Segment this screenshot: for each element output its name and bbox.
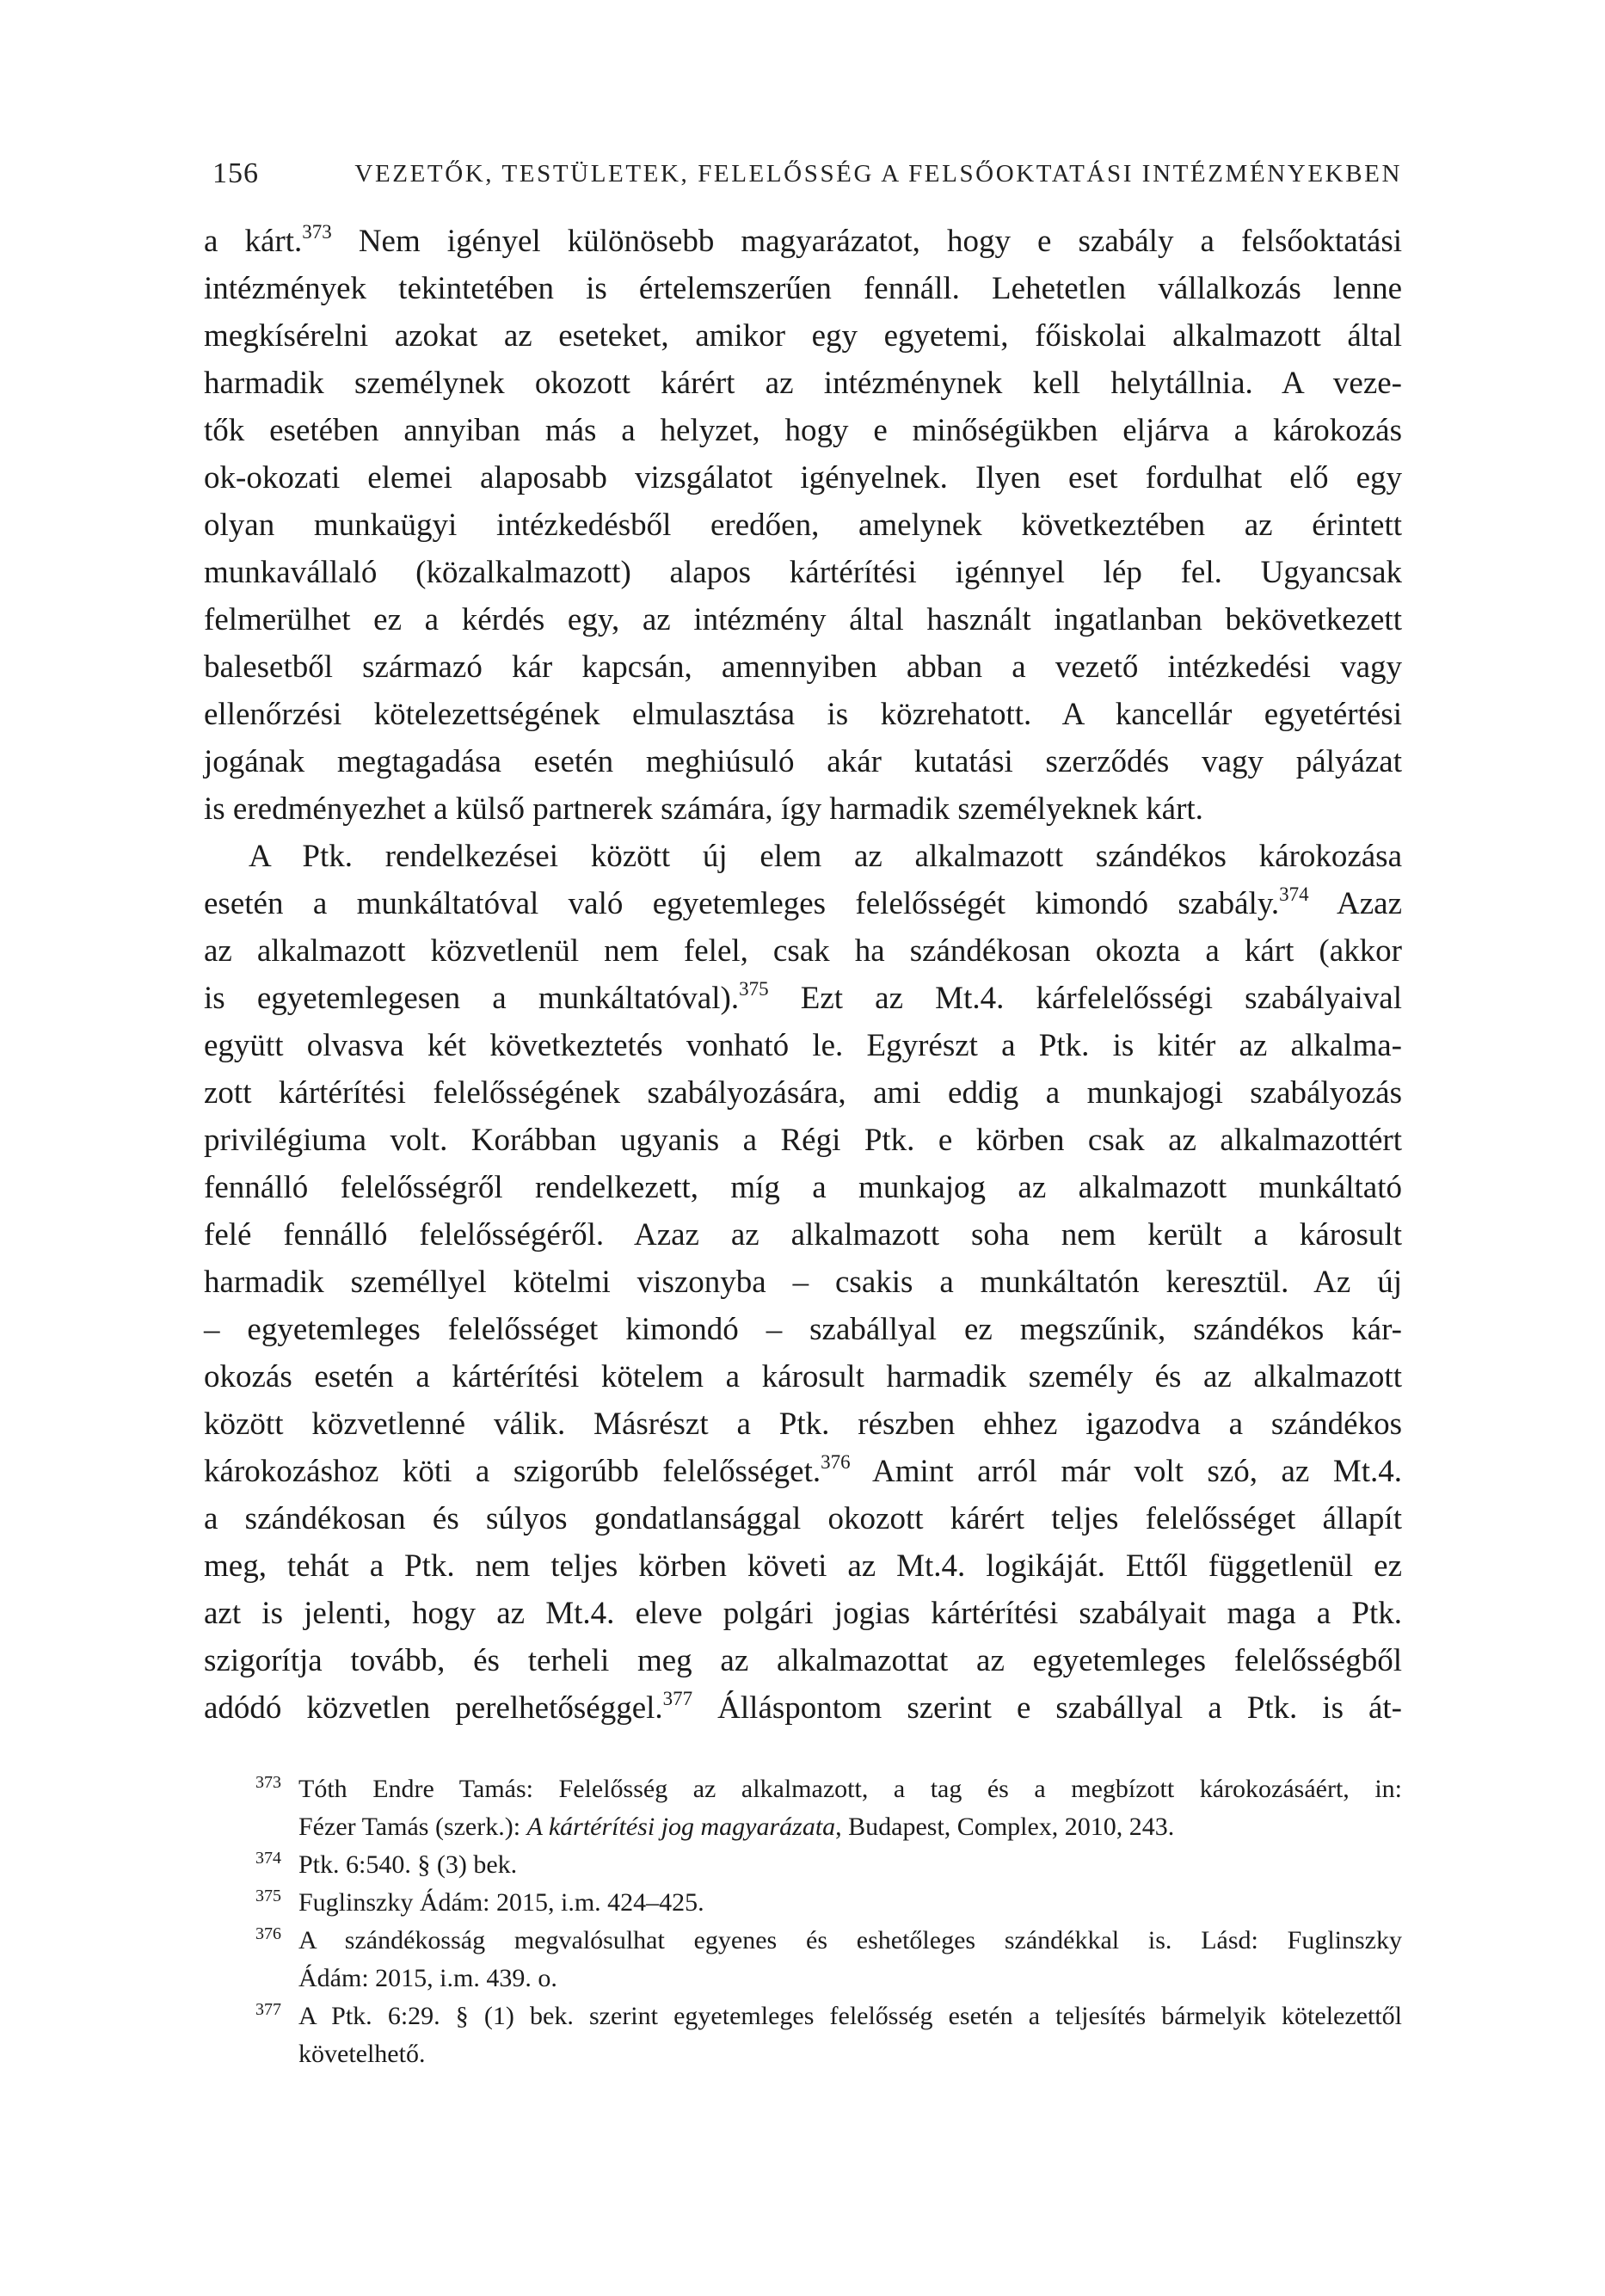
body-line	[204, 880, 1402, 927]
body-line	[204, 1400, 1402, 1448]
footnote	[204, 1997, 1402, 2073]
text-segment: adódó közvetlen perelhetőséggel.	[204, 1690, 663, 1726]
footnote	[204, 1922, 1402, 1997]
body-line	[204, 407, 1402, 454]
body-line	[204, 975, 1402, 1022]
body-line	[204, 1022, 1402, 1069]
body-line	[204, 549, 1402, 596]
text-segment: esetén a munkáltatóval való egyetemleges felelősségét kimondó szabály.	[204, 886, 1280, 921]
body-line	[204, 1684, 1402, 1732]
text-segment: ok-okozati elemei alaposabb vizsgálatot igényelnek. Ilyen eset fordulhat elő egy	[204, 460, 1402, 496]
text-segment: privilégiuma volt. Korábban ugyanis a Régi Ptk. e körben csak az alkalmazottért	[204, 1123, 1402, 1158]
body-line	[204, 643, 1402, 691]
italic-title: A kártérítési jog magyarázata	[526, 1813, 836, 1841]
body-line	[204, 1542, 1402, 1590]
text-segment: azt is jelenti, hogy az Mt.4. eleve polgári jogias kártérítési szabályait maga a Ptk.	[204, 1596, 1402, 1631]
footnote-ref: 373	[302, 221, 332, 243]
footnote-line	[298, 1997, 1402, 2035]
text-segment: az alkalmazott közvetlenül nem felel, csak ha szándékosan okozta a kárt (akkor	[204, 933, 1402, 969]
text-segment: harmadik személlyel kötelmi viszonyba – csakis a munkáltatón keresztül. Az új	[204, 1265, 1402, 1300]
footnotes-section	[204, 1770, 1402, 2073]
text-segment: Ptk. 6:540. § (3) bek.	[298, 1850, 518, 1879]
text-segment: jogának megtagadása esetén meghiúsuló akár kutatási szerződés vagy pályázat	[204, 744, 1402, 779]
text-segment: a kárt.	[204, 224, 303, 259]
text-segment: Nem igényel különösebb magyarázatot, hogy e szabály a felsőoktatási	[331, 224, 1403, 259]
text-segment: ellenőrzési kötelezettségének elmulasztása is közrehatott. A kancellár egyetértési	[204, 697, 1402, 732]
footnote-ref: 377	[662, 1688, 693, 1709]
page-number: 156	[212, 157, 259, 189]
footnote-line	[298, 1922, 1402, 1960]
footnote-line	[298, 1846, 1402, 1884]
text-segment: , Budapest, Complex, 2010, 243.	[835, 1813, 1175, 1841]
text-segment: A szándékosság megvalósulhat egyenes és eshetőleges szándékkal is. Lásd: Fuglinszky	[298, 1926, 1402, 1954]
body-line	[204, 1495, 1402, 1542]
text-segment: Ezt az Mt.4. kárfelelősségi szabályaival	[768, 981, 1402, 1016]
text-segment: felmerülhet ez a kérdés egy, az intézmény által használt ingatlanban bekövetkezett	[204, 602, 1402, 637]
text-segment: – egyetemleges felelősséget kimondó – szabállyal ez megszűnik, szándékos kár-	[204, 1312, 1402, 1347]
text-segment: Fézer Tamás (szerk.):	[298, 1813, 527, 1841]
text-segment: Ádám: 2015, i.m. 439. o.	[298, 1964, 557, 1992]
text-segment: Álláspontom szerint e szabállyal a Ptk. is át-	[692, 1690, 1403, 1726]
text-segment: balesetből származó kár kapcsán, amennyiben abban a vezető intézkedési vagy	[204, 649, 1402, 685]
body-line	[204, 360, 1402, 407]
body-line	[204, 1259, 1402, 1306]
footnote-ref: 376	[821, 1451, 851, 1473]
footnote-number: 374	[255, 1849, 281, 1868]
body-text	[204, 218, 1402, 1732]
body-line	[204, 785, 1402, 833]
running-title: VEZETŐK, TESTÜLETEK, FELELŐSSÉG A FELSŐOKTATÁSI INTÉZMÉNYEKBEN	[354, 160, 1402, 188]
body-line	[204, 596, 1402, 643]
text-segment: A Ptk. 6:29. § (1) bek. szerint egyetemleges felelősség esetén a teljesítés bármelyik kötelezettől	[298, 2002, 1402, 2030]
body-line	[204, 1448, 1402, 1495]
footnote-line	[298, 1808, 1402, 1846]
footnote	[204, 1846, 1402, 1884]
text-segment: felé fennálló felelősségéről. Azaz az alkalmazott soha nem került a károsult	[204, 1217, 1402, 1253]
body-line	[204, 1637, 1402, 1684]
text-segment: olyan munkaügyi intézkedésből eredően, amelynek következtében az érintett	[204, 508, 1402, 543]
text-segment: okozás esetén a kártérítési kötelem a károsult harmadik személy és az alkalmazott	[204, 1359, 1402, 1394]
text-segment: Tóth Endre Tamás: Felelősség az alkalmazott, a tag és a megbízott károkozásáért, in:	[298, 1775, 1402, 1803]
text-segment: meg, tehát a Ptk. nem teljes körben követi az Mt.4. logikáját. Ettől függetlenül ez	[204, 1548, 1402, 1584]
body-line	[204, 1590, 1402, 1637]
text-segment: szigorítja tovább, és terheli meg az alkalmazottat az egyetemleges felelősségből	[204, 1643, 1402, 1678]
footnote-number: 377	[255, 2000, 281, 2019]
footnote-line	[298, 1960, 1402, 1997]
text-segment: között közvetlenné válik. Másrészt a Ptk. részben ehhez igazodva a szándékos	[204, 1407, 1402, 1442]
body-line	[204, 312, 1402, 360]
body-line	[204, 1353, 1402, 1400]
footnote-number: 376	[255, 1924, 281, 1943]
text-segment: megkísérelni azokat az eseteket, amikor egy egyetemi, főiskolai alkalmazott által	[204, 318, 1402, 354]
text-segment: intézmények tekintetében is értelemszerűen fennáll. Lehetetlen vállalkozás lenne	[204, 271, 1402, 306]
body-line	[204, 1117, 1402, 1164]
text-segment: a szándékosan és súlyos gondatlansággal okozott kárért teljes felelősséget állapít	[204, 1501, 1402, 1536]
text-segment: harmadik személynek okozott kárért az intézménynek kell helytállnia. A veze-	[204, 366, 1402, 401]
text-segment: Azaz	[1308, 886, 1402, 921]
text-segment: Amint arról már volt szó, az Mt.4.	[850, 1454, 1402, 1489]
footnote	[204, 1770, 1402, 1846]
text-segment: zott kártérítési felelősségének szabályozására, ami eddig a munkajogi szabályozás	[204, 1075, 1402, 1111]
text-segment: együtt olvasva két következtetés vonható le. Egyrészt a Ptk. is kitér az alkalma-	[204, 1028, 1402, 1063]
body-line	[204, 1069, 1402, 1117]
footnote-line	[298, 1884, 1402, 1922]
footnote-line	[298, 1770, 1402, 1808]
body-line	[204, 1211, 1402, 1259]
body-line	[204, 738, 1402, 785]
body-line	[204, 691, 1402, 738]
footnote-number: 373	[255, 1773, 281, 1792]
text-segment: A Ptk. rendelkezései között új elem az alkalmazott szándékos károkozása	[249, 839, 1402, 874]
text-segment: munkavállaló (közalkalmazott) alapos kártérítési igénnyel lép fel. Ugyancsak	[204, 555, 1402, 590]
text-segment: tők esetében annyiban más a helyzet, hogy e minőségükben eljárva a károkozás	[204, 413, 1402, 448]
text-segment: is egyetemlegesen a munkáltatóval).	[204, 981, 740, 1016]
footnote-number: 375	[255, 1887, 281, 1905]
footnote-ref: 375	[739, 978, 769, 1000]
body-line	[204, 833, 1402, 880]
body-line	[204, 454, 1402, 502]
body-line	[204, 218, 1402, 265]
body-line	[204, 502, 1402, 549]
text-segment: fennálló felelősségről rendelkezett, míg a munkajog az alkalmazott munkáltató	[204, 1170, 1402, 1205]
page-header	[204, 157, 1402, 192]
footnote	[204, 1884, 1402, 1922]
text-segment: Fuglinszky Ádám: 2015, i.m. 424–425.	[298, 1888, 704, 1917]
text-segment: károkozáshoz köti a szigorúbb felelősséget.	[204, 1454, 821, 1489]
footnote-line	[298, 2035, 1402, 2073]
text-segment: követelhető.	[298, 2040, 426, 2068]
body-line	[204, 927, 1402, 975]
body-line	[204, 265, 1402, 312]
body-line	[204, 1306, 1402, 1353]
body-line	[204, 1164, 1402, 1211]
text-segment: is eredményezhet a külső partnerek számára, így harmadik személyeknek kárt.	[204, 791, 1203, 827]
footnote-ref: 374	[1279, 883, 1309, 905]
